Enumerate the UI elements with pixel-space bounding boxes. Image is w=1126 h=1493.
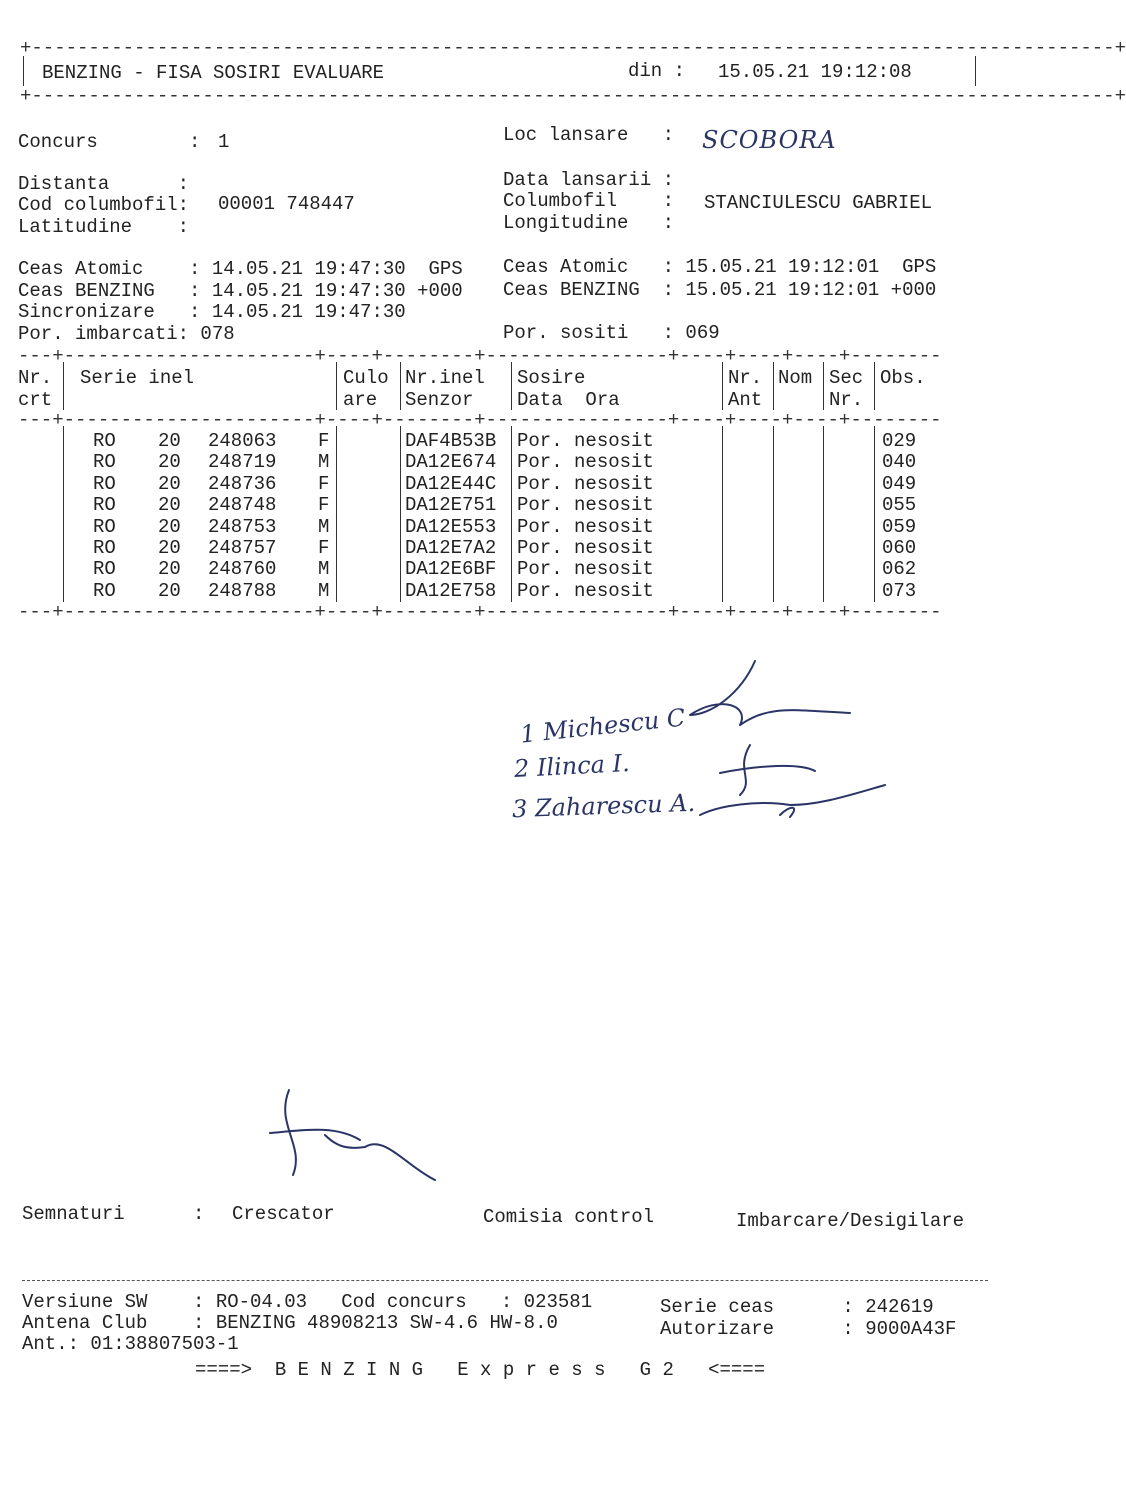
col-sep	[400, 362, 401, 410]
header-nr-crt: Nr.	[18, 367, 53, 389]
cell-an: 20	[158, 451, 181, 474]
cell-obs: 060	[882, 537, 917, 559]
cell-tara: RO	[93, 494, 116, 517]
din-label: din :	[628, 60, 686, 82]
cell-inel: 248063	[208, 430, 277, 452]
sincronizare: Sincronizare : 14.05.21 19:47:30	[18, 301, 406, 323]
cell-sosire: Por. nesosit	[517, 579, 654, 602]
cell-sex: F	[318, 494, 330, 517]
cell-sex: F	[318, 430, 330, 452]
cell-inel: 248719	[208, 451, 277, 474]
col-sep	[874, 426, 875, 602]
header-data-ora: Data Ora	[517, 389, 620, 411]
por-sositi: Por. sositi : 069	[503, 322, 720, 344]
right-ceas-benzing: Ceas BENZING : 15.05.21 19:12:01 +000	[503, 279, 937, 301]
cell-tara: RO	[93, 451, 116, 474]
autorizare: Autorizare : 9000A43F	[660, 1318, 957, 1340]
columbofil-value: STANCIULESCU GABRIEL	[704, 192, 933, 214]
col-sep	[773, 362, 774, 410]
table-header-separator: ---+----------------------+----+--------+----------------+----+----+----+--------	[18, 409, 942, 431]
col-sep	[823, 362, 824, 410]
col-sep	[874, 362, 875, 410]
cod-columbofil-value: 00001 748447	[218, 193, 355, 215]
cell-senzor: DA12E674	[405, 451, 497, 474]
header-serie-inel: Serie inel	[80, 367, 195, 389]
distanta-label: Distanta :	[18, 173, 190, 195]
header-culoare-2: are	[343, 389, 378, 411]
col-sep	[511, 362, 512, 410]
antena-club: Antena Club : BENZING 48908213 SW-4.6 HW-8.0	[22, 1312, 558, 1334]
semnaturi-label: Semnaturi :	[22, 1203, 205, 1225]
print-datetime: 15.05.21 19:12:08	[718, 61, 912, 83]
cell-tara: RO	[93, 558, 116, 581]
cell-inel: 248757	[208, 537, 277, 559]
left-ceas-atomic: Ceas Atomic : 14.05.21 19:47:30 GPS	[18, 258, 463, 280]
serie-ceas: Serie ceas : 242619	[660, 1296, 934, 1318]
commission-member-1: 1 Michescu C	[518, 703, 687, 749]
commission-signatures	[680, 655, 900, 835]
left-ceas-benzing: Ceas BENZING : 14.05.21 19:47:30 +000	[18, 280, 463, 302]
versiune-sw: Versiune SW : RO-04.03 Cod concurs : 023581	[22, 1291, 593, 1313]
col-sep	[773, 426, 774, 602]
footer-divider	[22, 1280, 988, 1281]
col-sep	[336, 426, 337, 602]
col-sep	[511, 426, 512, 602]
cell-tara: RO	[93, 430, 116, 452]
cell-senzor: DA12E44C	[405, 472, 497, 495]
imbarcare-desigilare-label: Imbarcare/Desigilare	[736, 1210, 965, 1232]
cell-senzor: DAF4B53B	[405, 430, 497, 452]
cell-inel: 248760	[208, 558, 277, 581]
cell-an: 20	[158, 558, 181, 581]
header-nr-ant: Nr.	[728, 367, 763, 389]
header-border-left	[23, 56, 24, 86]
cell-obs: 055	[882, 494, 917, 517]
header-culoare: Culo	[343, 367, 389, 389]
concurs-value: 1	[218, 131, 230, 153]
cell-senzor: DA12E6BF	[405, 558, 497, 581]
cod-columbofil-label: Cod columbofil:	[18, 194, 190, 216]
cell-sex: F	[318, 472, 330, 495]
cell-inel: 248788	[208, 579, 277, 602]
crescator-signature	[265, 1085, 445, 1195]
cell-inel: 248748	[208, 494, 277, 517]
header-nr-crt-2: crt	[18, 389, 53, 411]
cell-sex: M	[318, 579, 330, 602]
header-nom: Nom	[778, 367, 813, 389]
cell-sosire: Por. nesosit	[517, 558, 654, 581]
col-sep	[63, 426, 64, 602]
col-sep	[336, 362, 337, 410]
cell-sex: M	[318, 515, 330, 538]
antena-id: Ant.: 01:38807503-1	[22, 1333, 239, 1355]
longitudine-label: Longitudine :	[503, 212, 675, 234]
cell-an: 20	[158, 537, 181, 559]
cell-sex: M	[318, 558, 330, 581]
cell-senzor: DA12E553	[405, 515, 497, 538]
commission-member-3: 3 Zaharescu A.	[511, 788, 696, 824]
header-nr-inel: Nr.inel	[405, 367, 485, 389]
cell-inel: 248753	[208, 515, 277, 538]
header-senzor: Senzor	[405, 389, 474, 411]
cell-sosire: Por. nesosit	[517, 451, 654, 474]
cell-an: 20	[158, 579, 181, 602]
header-ant: Ant	[728, 389, 763, 411]
header-sec-nr: Nr.	[829, 389, 864, 411]
header-obs: Obs.	[880, 367, 926, 389]
latitudine-label: Latitudine :	[18, 216, 190, 238]
cell-sosire: Por. nesosit	[517, 515, 654, 538]
col-sep	[400, 426, 401, 602]
cell-obs: 029	[882, 430, 917, 452]
col-sep	[823, 426, 824, 602]
cell-an: 20	[158, 515, 181, 538]
benzing-express-banner: ====> B E N Z I N G E x p r e s s G 2 <====	[195, 1359, 766, 1381]
loc-lansare-handwritten: SCOBORA	[702, 126, 837, 154]
header-sec: Sec	[829, 367, 864, 389]
cell-an: 20	[158, 472, 181, 495]
cell-tara: RO	[93, 537, 116, 559]
cell-inel: 248736	[208, 472, 277, 495]
cell-senzor: DA12E758	[405, 579, 497, 602]
por-imbarcati: Por. imbarcati: 078	[18, 323, 235, 345]
cell-sex: F	[318, 537, 330, 559]
col-sep	[722, 362, 723, 410]
table-border-top: ---+----------------------+----+--------+----------------+----+----+----+--------	[18, 345, 942, 367]
table-border-bottom: ---+----------------------+----+--------+----------------+----+----+----+--------	[18, 601, 942, 623]
right-ceas-atomic: Ceas Atomic : 15.05.21 19:12:01 GPS	[503, 256, 937, 278]
col-sep	[63, 362, 64, 410]
cell-obs: 062	[882, 558, 917, 581]
cell-tara: RO	[93, 515, 116, 538]
comisia-control-label: Comisia control	[483, 1206, 655, 1228]
concurs-label: Concurs :	[18, 131, 201, 153]
commission-member-2: 2 Ilinca I.	[513, 748, 631, 784]
cell-an: 20	[158, 430, 181, 452]
cell-obs: 073	[882, 579, 917, 602]
col-sep	[722, 426, 723, 602]
cell-obs: 040	[882, 451, 917, 474]
cell-an: 20	[158, 494, 181, 517]
crescator-label: Crescator	[232, 1203, 335, 1225]
cell-sosire: Por. nesosit	[517, 472, 654, 495]
cell-senzor: DA12E7A2	[405, 537, 497, 559]
cell-sex: M	[318, 451, 330, 474]
cell-obs: 049	[882, 472, 917, 495]
cell-tara: RO	[93, 579, 116, 602]
report-title: BENZING - FISA SOSIRI EVALUARE	[42, 62, 385, 84]
cell-obs: 059	[882, 515, 917, 538]
cell-senzor: DA12E751	[405, 494, 497, 517]
header-border-bottom: +-----------------------------------------------------------------------------------------------+	[20, 85, 1126, 107]
header-sosire: Sosire	[517, 367, 586, 389]
cell-sosire: Por. nesosit	[517, 537, 654, 559]
cell-sosire: Por. nesosit	[517, 494, 654, 517]
header-border-top: +-----------------------------------------------------------------------------------------------+	[20, 37, 1126, 59]
data-lansarii-label: Data lansarii :	[503, 169, 675, 191]
cell-tara: RO	[93, 472, 116, 495]
header-border-right	[975, 56, 976, 86]
columbofil-label: Columbofil :	[503, 190, 675, 212]
loc-lansare-label: Loc lansare :	[503, 124, 675, 146]
cell-sosire: Por. nesosit	[517, 430, 654, 452]
